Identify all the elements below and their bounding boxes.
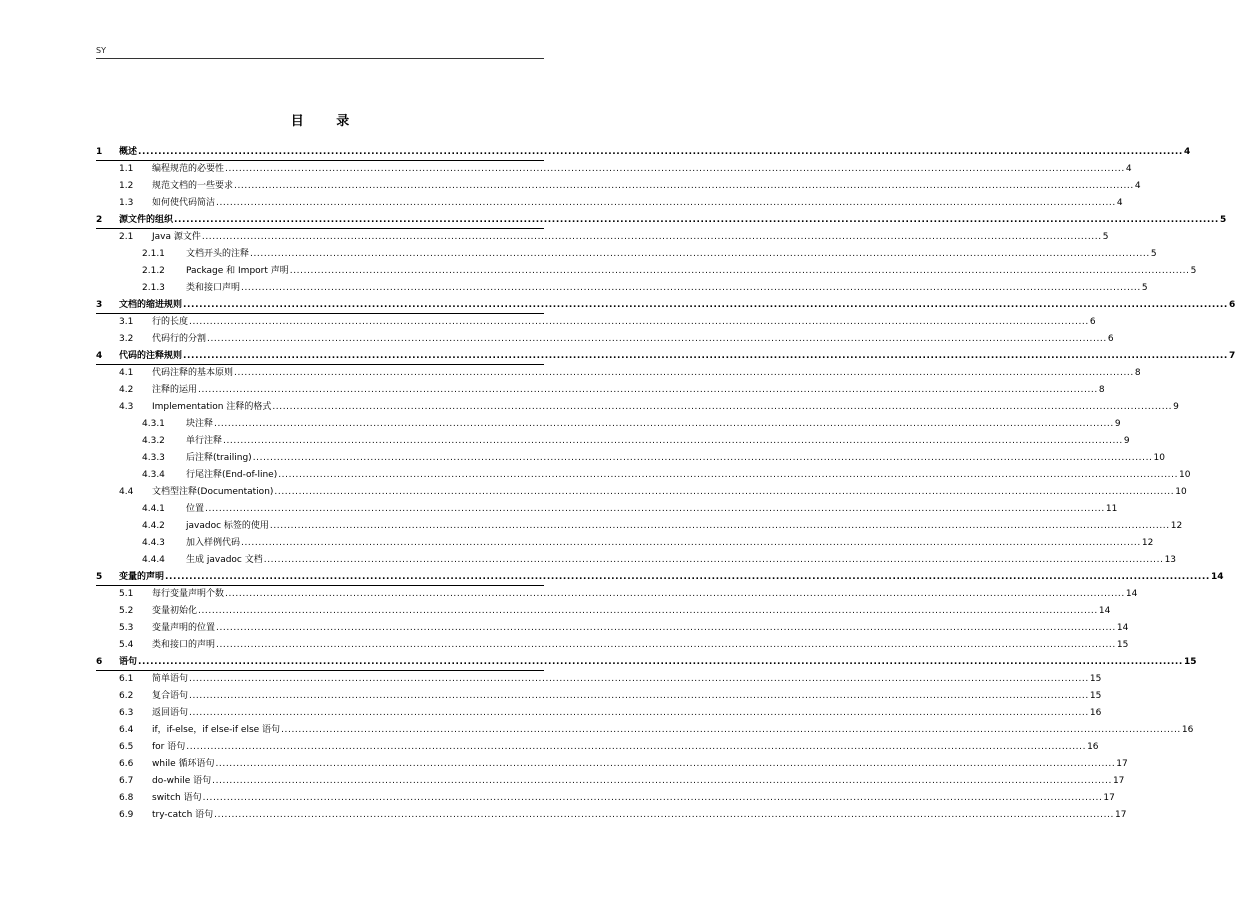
dot-leader: .................................................................................................................................................................................................................................................................... (216, 623, 1116, 633)
toc-entry-page: 13 (1164, 555, 1177, 565)
toc-entry[interactable] (96, 467, 1191, 484)
toc-entry-page: 12 (1170, 521, 1183, 531)
toc-entry-page: 14 (1210, 572, 1224, 582)
toc-entry-page: 5 (1141, 283, 1148, 293)
toc-entry-number: 6.4 (119, 725, 134, 735)
toc-entry-title: 每行变量声明个数 (152, 589, 225, 599)
toc-entry-title: 代码注释的基本原则 (152, 368, 234, 378)
table-of-contents (96, 144, 1235, 824)
dot-leader: .................................................................................................................................................................................................................................................................... (223, 436, 1123, 446)
toc-entry[interactable] (96, 535, 1154, 552)
toc-entry-number: 6.6 (119, 759, 134, 769)
toc-entry-title: 复合语句 (152, 691, 189, 701)
toc-entry-number: 6.5 (119, 742, 134, 752)
toc-entry-title: 变量初始化 (152, 606, 198, 616)
toc-entry[interactable] (96, 382, 1105, 399)
toc-entry[interactable] (96, 399, 1179, 416)
toc-entry-number: 4.3.4 (142, 470, 165, 480)
toc-entry-number: 4.3.1 (142, 419, 165, 429)
toc-entry-number: 4.3.2 (142, 436, 165, 446)
toc-entry-number: 2.1.2 (142, 266, 165, 276)
dot-leader: .................................................................................................................................................................................................................................................................... (274, 487, 1175, 497)
dot-leader: .................................................................................................................................................................................................................................................................... (205, 504, 1105, 514)
toc-entry[interactable] (96, 620, 1129, 637)
toc-entry-title: javadoc 标签的使用 (186, 521, 269, 531)
toc-entry-number: 4.4.2 (142, 521, 165, 531)
toc-entry-number: 4.1 (119, 368, 134, 378)
toc-entry-page: 6 (1107, 334, 1114, 344)
toc-entry-title: 单行注释 (186, 436, 223, 446)
toc-entry-page: 5 (1190, 266, 1197, 276)
dot-leader: .................................................................................................................................................................................................................................................................... (198, 385, 1098, 395)
toc-entry-page: 15 (1116, 640, 1129, 650)
dot-leader: .................................................................................................................................................................................................................................................................... (234, 181, 1134, 191)
toc-entry-page: 9 (1123, 436, 1130, 446)
toc-entry-title: 类和接口的声明 (152, 640, 216, 650)
toc-entry-title: 行的长度 (152, 317, 189, 327)
dot-leader: .................................................................................................................................................................................................................................................................... (202, 793, 1103, 803)
header-rule (96, 58, 544, 59)
toc-entry-page: 5 (1102, 232, 1109, 242)
toc-entry-page: 4 (1125, 164, 1132, 174)
toc-entry[interactable] (96, 195, 1123, 212)
toc-entry-number: 3.2 (119, 334, 134, 344)
toc-entry-title: while 循环语句 (152, 759, 215, 769)
toc-entry-number: 6.3 (119, 708, 134, 718)
dot-leader: .................................................................................................................................................................................................................................................................... (289, 266, 1190, 276)
toc-entry[interactable] (96, 586, 1138, 603)
toc-entry-title: 注释的运用 (152, 385, 198, 395)
dot-leader: .................................................................................................................................................................................................................................................................... (207, 334, 1107, 344)
toc-entry-number: 4.4.4 (142, 555, 165, 565)
dot-leader: .................................................................................................................................................................................................................................................................... (165, 572, 1210, 582)
dot-leader: .................................................................................................................................................................................................................................................................... (234, 368, 1134, 378)
dot-leader: .................................................................................................................................................................................................................................................................... (278, 470, 1179, 480)
toc-entry-page: 8 (1134, 368, 1141, 378)
toc-entry-page: 6 (1228, 300, 1235, 310)
toc-entry-number: 1.3 (119, 198, 134, 208)
toc-entry-page: 16 (1089, 708, 1102, 718)
toc-entry-title: if，if-else，if else-if else 语句 (152, 725, 281, 735)
toc-entry-page: 10 (1175, 487, 1187, 497)
toc-entry[interactable] (96, 722, 1194, 739)
toc-entry[interactable] (96, 518, 1183, 535)
toc-entry-number: 6.1 (119, 674, 134, 684)
dot-leader: .................................................................................................................................................................................................................................................................... (189, 691, 1089, 701)
toc-entry[interactable] (96, 433, 1130, 450)
toc-entry-number: 6.7 (119, 776, 134, 786)
toc-entry[interactable] (96, 416, 1121, 433)
toc-entry-number: 5.1 (119, 589, 134, 599)
toc-entry-title: 加入样例代码 (186, 538, 241, 548)
toc-entry-number: 5.3 (119, 623, 134, 633)
dot-leader: .................................................................................................................................................................................................................................................................... (263, 555, 1164, 565)
toc-entry-number: 1.2 (119, 181, 134, 191)
toc-entry-number: 4.4 (119, 487, 134, 497)
toc-entry-title: Implementation 注释的格式 (152, 402, 272, 412)
toc-entry[interactable] (96, 314, 1096, 331)
dot-leader: .................................................................................................................................................................................................................................................................... (272, 402, 1173, 412)
toc-entry-page: 6 (1089, 317, 1096, 327)
toc-entry-number: 6 (96, 657, 103, 667)
toc-entry-title: 编程规范的必要性 (152, 164, 225, 174)
toc-entry-title: 生成 javadoc 文档 (186, 555, 263, 565)
toc-entry[interactable] (96, 297, 1235, 314)
toc-entry-page: 4 (1134, 181, 1141, 191)
toc-entry[interactable] (96, 569, 1224, 586)
toc-entry-page: 15 (1089, 691, 1102, 701)
toc-entry-page: 17 (1114, 810, 1127, 820)
toc-entry-page: 11 (1105, 504, 1118, 514)
toc-entry-number: 1 (96, 147, 103, 157)
toc-entry-title: 规范文档的一些要求 (152, 181, 234, 191)
toc-entry-number: 4.3.3 (142, 453, 165, 463)
toc-entry[interactable] (96, 705, 1102, 722)
toc-entry-title: 简单语句 (152, 674, 189, 684)
toc-entry-title: 语句 (119, 657, 138, 667)
toc-entry-title: 概述 (119, 147, 138, 157)
toc-entry-title: 文档型注释(Documentation) (152, 487, 274, 497)
dot-leader: .................................................................................................................................................................................................................................................................... (212, 776, 1112, 786)
toc-entry-title: 代码的注释规则 (119, 351, 183, 361)
toc-entry[interactable] (96, 263, 1197, 280)
toc-entry-title: try-catch 语句 (152, 810, 214, 820)
toc-entry-number: 2.1.3 (142, 283, 165, 293)
dot-leader: .................................................................................................................................................................................................................................................................... (214, 810, 1114, 820)
toc-entry-title: Java 源文件 (152, 232, 201, 242)
toc-entry-page: 15 (1183, 657, 1197, 667)
toc-entry-page: 5 (1219, 215, 1227, 225)
toc-entry[interactable] (96, 484, 1187, 501)
dot-leader: .................................................................................................................................................................................................................................................................... (252, 453, 1153, 463)
toc-entry-number: 1.1 (119, 164, 134, 174)
toc-entry[interactable] (96, 280, 1148, 297)
toc-entry-page: 16 (1087, 742, 1099, 752)
toc-entry[interactable] (96, 246, 1157, 263)
toc-entry-number: 2.1 (119, 232, 134, 242)
dot-leader: .................................................................................................................................................................................................................................................................... (198, 606, 1098, 616)
dot-leader: .................................................................................................................................................................................................................................................................... (241, 283, 1141, 293)
toc-entry-number: 4.4.3 (142, 538, 165, 548)
toc-entry-title: do-while 语句 (152, 776, 212, 786)
toc-entry-title: 代码行的分割 (152, 334, 207, 344)
dot-leader: .................................................................................................................................................................................................................................................................... (250, 249, 1150, 259)
toc-entry[interactable] (96, 739, 1099, 756)
toc-entry-title: 源文件的组织 (119, 215, 174, 225)
toc-entry-title: 文档开头的注释 (186, 249, 250, 259)
toc-entry-number: 4.4.1 (142, 504, 165, 514)
toc-entry-number: 3.1 (119, 317, 134, 327)
toc-entry-page: 14 (1098, 606, 1111, 616)
toc-entry-page: 17 (1112, 776, 1125, 786)
toc-entry-number: 5 (96, 572, 103, 582)
toc-entry[interactable] (96, 773, 1125, 790)
toc-entry[interactable] (96, 671, 1102, 688)
toc-entry-page: 17 (1116, 759, 1128, 769)
dot-leader: .................................................................................................................................................................................................................................................................... (201, 232, 1102, 242)
dot-leader: .................................................................................................................................................................................................................................................................... (174, 215, 1219, 225)
toc-entry[interactable] (96, 501, 1118, 518)
dot-leader: .................................................................................................................................................................................................................................................................... (241, 538, 1141, 548)
toc-entry[interactable] (96, 161, 1132, 178)
toc-entry-page: 14 (1125, 589, 1138, 599)
toc-entry[interactable] (96, 229, 1109, 246)
dot-leader: .................................................................................................................................................................................................................................................................... (189, 708, 1089, 718)
toc-entry-number: 3 (96, 300, 103, 310)
toc-entry[interactable] (96, 756, 1128, 773)
toc-entry-page: 4 (1183, 147, 1191, 157)
toc-entry-page: 14 (1116, 623, 1129, 633)
toc-entry-title: 变量声明的位置 (152, 623, 216, 633)
toc-entry-number: 6.9 (119, 810, 134, 820)
toc-entry-title: Package 和 Import 声明 (186, 266, 289, 276)
toc-entry-page: 8 (1098, 385, 1105, 395)
toc-entry-number: 4 (96, 351, 103, 361)
dot-leader: .................................................................................................................................................................................................................................................................... (183, 300, 1228, 310)
toc-entry-page: 10 (1179, 470, 1191, 480)
toc-entry[interactable] (96, 365, 1141, 382)
toc-entry[interactable] (96, 331, 1114, 348)
toc-entry[interactable] (96, 790, 1115, 807)
toc-entry-title: 块注释 (186, 419, 214, 429)
toc-entry-number: 5.4 (119, 640, 134, 650)
dot-leader: .................................................................................................................................................................................................................................................................... (225, 164, 1125, 174)
toc-entry-page: 4 (1116, 198, 1123, 208)
toc-entry-title: 返回语句 (152, 708, 189, 718)
dot-leader: .................................................................................................................................................................................................................................................................... (269, 521, 1170, 531)
toc-entry-number: 2 (96, 215, 103, 225)
toc-entry[interactable] (96, 552, 1177, 569)
toc-entry[interactable] (96, 178, 1141, 195)
dot-leader: .................................................................................................................................................................................................................................................................... (138, 657, 1183, 667)
dot-leader: .................................................................................................................................................................................................................................................................... (216, 640, 1116, 650)
toc-entry-title: 后注释(trailing) (186, 453, 252, 463)
dot-leader: .................................................................................................................................................................................................................................................................... (189, 674, 1089, 684)
dot-leader: .................................................................................................................................................................................................................................................................... (186, 742, 1087, 752)
dot-leader: .................................................................................................................................................................................................................................................................... (216, 198, 1116, 208)
toc-title: 目 录 (290, 114, 364, 129)
toc-entry-title: 行尾注释(End-of-line) (186, 470, 278, 480)
toc-entry-page: 17 (1103, 793, 1115, 803)
dot-leader: .................................................................................................................................................................................................................................................................... (189, 317, 1089, 327)
running-header: SY (96, 46, 106, 55)
toc-entry-page: 9 (1114, 419, 1121, 429)
toc-entry-title: 文档的缩进规则 (119, 300, 183, 310)
dot-leader: .................................................................................................................................................................................................................................................................... (281, 725, 1181, 735)
toc-entry-page: 10 (1153, 453, 1165, 463)
toc-entry-number: 6.2 (119, 691, 134, 701)
toc-entry-page: 15 (1089, 674, 1102, 684)
toc-entry[interactable] (96, 348, 1235, 365)
toc-entry-number: 5.2 (119, 606, 134, 616)
toc-entry-page: 16 (1181, 725, 1194, 735)
toc-entry-page: 9 (1173, 402, 1179, 412)
toc-entry[interactable] (96, 654, 1197, 671)
toc-entry-page: 12 (1141, 538, 1154, 548)
toc-entry[interactable] (96, 807, 1127, 824)
toc-entry[interactable] (96, 212, 1227, 229)
toc-entry-title: switch 语句 (152, 793, 202, 803)
toc-entry-title: 类和接口声明 (186, 283, 241, 293)
toc-entry[interactable] (96, 603, 1111, 620)
toc-entry[interactable] (96, 450, 1165, 467)
toc-entry[interactable] (96, 144, 1191, 161)
dot-leader: .................................................................................................................................................................................................................................................................... (225, 589, 1125, 599)
toc-entry-number: 6.8 (119, 793, 134, 803)
toc-entry[interactable] (96, 637, 1129, 654)
toc-entry-title: 变量的声明 (119, 572, 165, 582)
dot-leader: .................................................................................................................................................................................................................................................................... (215, 759, 1116, 769)
dot-leader: .................................................................................................................................................................................................................................................................... (214, 419, 1114, 429)
toc-entry[interactable] (96, 688, 1102, 705)
toc-entry-page: 7 (1228, 351, 1235, 361)
dot-leader: .................................................................................................................................................................................................................................................................... (183, 351, 1228, 361)
toc-entry-number: 4.3 (119, 402, 134, 412)
toc-entry-title: 位置 (186, 504, 205, 514)
toc-entry-number: 4.2 (119, 385, 134, 395)
toc-entry-number: 2.1.1 (142, 249, 165, 259)
toc-entry-title: 如何使代码简洁 (152, 198, 216, 208)
dot-leader: .................................................................................................................................................................................................................................................................... (138, 147, 1183, 157)
toc-entry-page: 5 (1150, 249, 1157, 259)
toc-entry-title: for 语句 (152, 742, 186, 752)
